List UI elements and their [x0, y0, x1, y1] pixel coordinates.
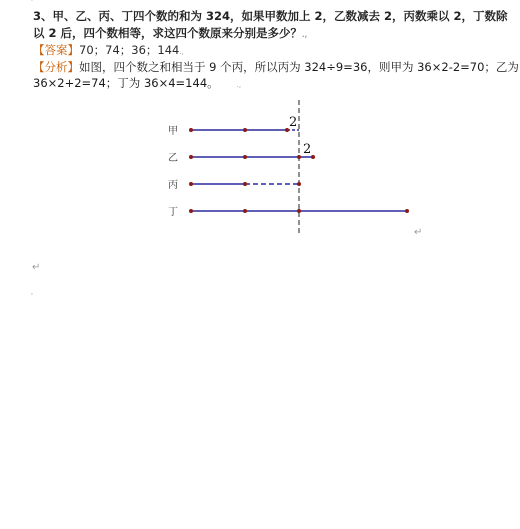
- label-yi: 乙: [168, 153, 178, 164]
- paragraph-return-mark: ↵: [32, 262, 41, 273]
- point: [297, 182, 301, 186]
- point: [311, 155, 315, 159]
- point: [297, 209, 301, 213]
- analysis-tag: 【分析】: [33, 60, 79, 74]
- point: [405, 209, 409, 213]
- question-line-2-text: 以 2 后，四个数相等，求这四个数原来分别是多少？: [33, 26, 303, 40]
- point: [189, 155, 193, 159]
- paragraph-mark: .,: [179, 48, 184, 56]
- answer-text: 70；74；36；144: [79, 43, 180, 57]
- point: [297, 155, 301, 159]
- analysis-text-2: 36×2+2=74；丁为 36×4=144。: [33, 76, 219, 90]
- paragraph-mark: .,: [236, 81, 242, 89]
- point: [189, 182, 193, 186]
- annotation-jia-plus-2: 2: [289, 115, 298, 130]
- top-edit-mark: ': [31, 0, 33, 6]
- edit-mark: ': [31, 292, 33, 300]
- label-ding: 丁: [168, 207, 178, 218]
- analysis-text-1: 如图，四个数之和相当于 9 个丙，所以丙为 324÷9=36，则甲为 36×2-2=70；乙为: [79, 60, 519, 74]
- label-jia: 甲: [168, 126, 178, 137]
- point: [243, 182, 247, 186]
- annotation-yi-minus-2: 2: [303, 142, 312, 157]
- paragraph-return-mark: ↵: [414, 227, 423, 238]
- question-line-1: 3、甲、乙、丙、丁四个数的和为 324，如果甲数加上 2，乙数减去 2，丙数乘以 2，丁数除: [33, 9, 508, 23]
- label-bing: 丙: [168, 180, 178, 191]
- point: [189, 209, 193, 213]
- paragraph-mark: .,: [302, 31, 308, 39]
- point: [243, 155, 247, 159]
- point: [189, 128, 193, 132]
- point: [243, 128, 247, 132]
- point: [243, 209, 247, 213]
- answer-tag: 【答案】: [33, 43, 79, 57]
